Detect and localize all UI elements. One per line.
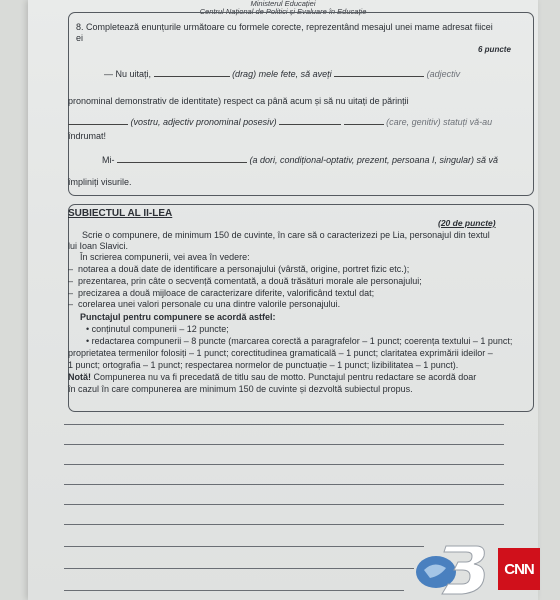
score-redaction: • redactarea compunerii – 8 puncte (marcarea corectă a paragrafelor – 1 punct; coerența textului – 1 punct; [86, 336, 513, 346]
ministry-line: Ministerul Educației [250, 0, 316, 8]
blank-4[interactable] [279, 116, 341, 125]
writing-line [64, 524, 504, 525]
writing-line [64, 464, 504, 465]
scoring-title: Punctajul pentru compunere se acordă astfel: [80, 312, 276, 322]
s2-p1: Scrie o compunere, de minimum 150 de cuvinte, în care să o caracterizezi pe Lia, personajul din textul [82, 230, 490, 240]
writing-line [64, 590, 404, 591]
ex8-line6: împliniți visurile. [68, 177, 132, 187]
s2-p1b: lui Ioan Slavici. [68, 241, 129, 251]
writing-line [64, 504, 504, 505]
blank-1[interactable] [154, 68, 230, 77]
writing-line [64, 546, 424, 547]
note-line: Notă! Compunerea nu va fi precedată de titlu sau de motto. Punctajul pentru redactare se acordă doar [68, 372, 477, 382]
score-redaction-2: proprietatea termenilor folosiți – 1 punct; corectitudinea gramaticală – 1 punct; claritatea exprimării ideilor – [68, 348, 493, 358]
writing-line [64, 444, 504, 445]
s2-p2: În scrierea compunerii, vei avea în vedere: [80, 252, 250, 262]
writing-line [64, 424, 504, 425]
score-content: • conținutul compunerii – 12 puncte; [86, 324, 229, 334]
ex8-line1: — Nu uitați, (drag) mele fete, să aveți (adjectiv [104, 69, 461, 79]
ex8-line3: (vostru, adjectiv pronominal posesiv) (care, genitiv) statuți vă-au [68, 116, 492, 128]
s2-item-4: – corelarea unei valori personale cu una dintre valorile personajului. [68, 299, 341, 309]
subject-2-points: (20 de puncte) [438, 218, 496, 228]
blank-3[interactable] [68, 116, 128, 125]
blank-5[interactable] [344, 116, 384, 125]
subject-2-title: SUBIECTUL AL II-LEA [68, 208, 173, 219]
cnn-logo-text: CNN [504, 560, 534, 578]
cnn-logo [498, 548, 540, 590]
center-line: Centrul Național de Politici și Evaluare în Educație [199, 7, 367, 16]
ex8-line4: îndrumat! [68, 131, 107, 141]
s2-item-2: – prezentarea, prin câte o secvență comentată, a două trăsături morale ale personajului; [68, 276, 422, 286]
ex8-instruction: 8. Completează enunțurile următoare cu formele corecte, reprezentând mesajul unei mame adresat fiicei [76, 22, 493, 32]
ex8-instruction-cont: ei [76, 33, 84, 43]
s2-item-1: – notarea a două date de identificare a personajului (vârstă, origine, portret fizic etc.); [68, 264, 410, 274]
antena3-logo-icon [412, 540, 492, 596]
writing-line [64, 568, 414, 569]
blank-2[interactable] [334, 68, 424, 77]
ex8-line5: Mi- (a dori, condițional-optativ, prezent, persoana I, singular) să vă [102, 155, 498, 165]
ex8-points: 6 puncte [478, 45, 511, 54]
blank-6[interactable] [117, 154, 247, 163]
s2-item-3: – precizarea a două mijloace de caracterizare diferite, valorificând textul dat; [68, 288, 375, 298]
writing-line [64, 484, 504, 485]
note-line-2: în cazul în care compunerea are minimum 150 de cuvinte și dezvoltă subiectul propus. [68, 384, 413, 394]
ex8-line2: pronominal demonstrativ de identitate) respect ca până acum și să nu uitați de părinții [68, 96, 409, 106]
score-redaction-3: 1 punct; ortografia – 1 punct; respectarea normelor de punctuație – 1 punct; lizibilitatea – 1 punct). [68, 360, 459, 370]
